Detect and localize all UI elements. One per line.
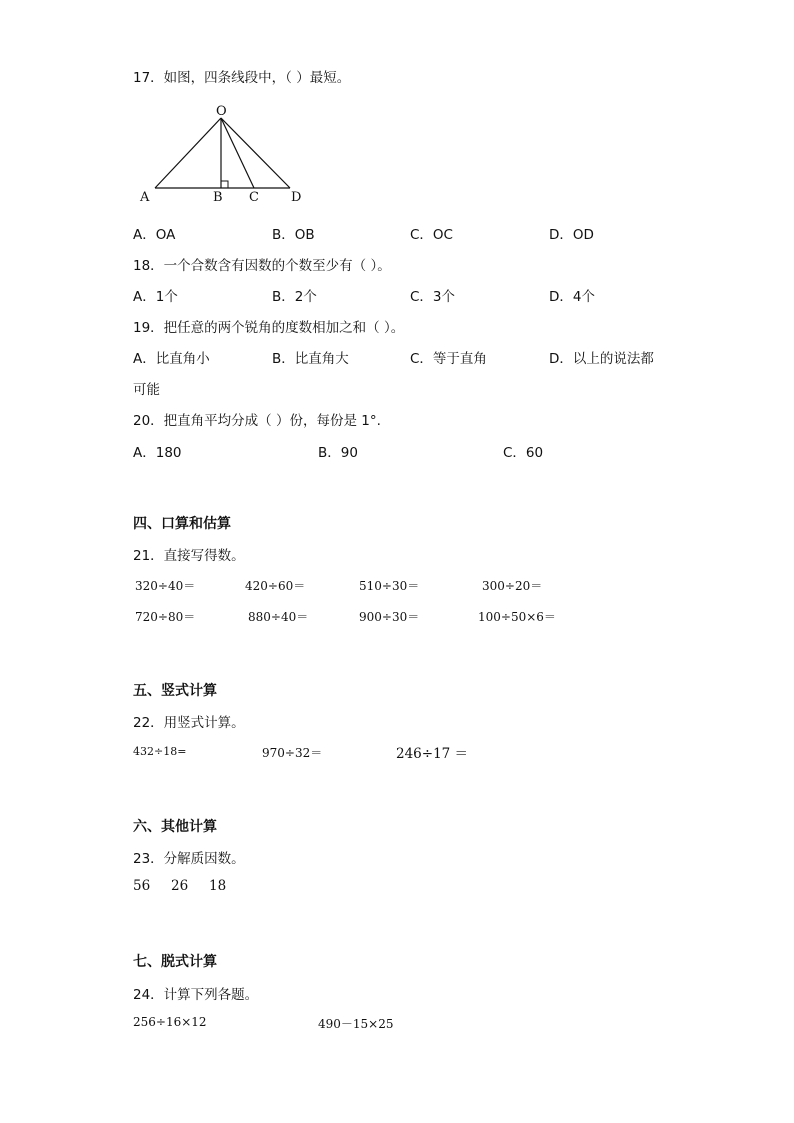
q22-item: 246÷17 ＝: [396, 746, 469, 762]
q21-item: 880÷40＝: [248, 610, 309, 624]
section7-heading: 七、脱式计算: [133, 954, 217, 970]
q18-option-b[interactable]: B．2个: [272, 289, 317, 305]
q20-option-c[interactable]: C．60: [503, 445, 544, 461]
q19-option-c[interactable]: C．等于直角: [410, 351, 487, 367]
q19-option-a[interactable]: A．比直角小: [133, 351, 210, 367]
triangle-figure: [130, 100, 320, 210]
q20-option-b[interactable]: B．90: [318, 445, 358, 461]
q21-item: 420÷60＝: [245, 579, 306, 593]
segment-OC: [221, 118, 254, 188]
label-B: B: [213, 190, 223, 205]
q23-stem: 23．分解质因数。: [133, 851, 245, 867]
q23-item: 18: [209, 878, 227, 894]
q19-option-d[interactable]: D．以上的说法都: [549, 351, 654, 367]
q21-item: 320÷40＝: [135, 579, 196, 593]
q23-item: 26: [171, 878, 189, 894]
q22-item: 970÷32＝: [262, 746, 323, 760]
q20-stem: 20．把直角平均分成（ ）份，每份是 1°.: [133, 413, 381, 429]
q22-item: 432÷18=: [133, 745, 187, 758]
section6-heading: 六、其他计算: [133, 819, 217, 835]
section4-heading: 四、口算和估算: [133, 516, 231, 532]
q19-option-d-continuation: 可能: [133, 382, 160, 398]
q24-stem: 24．计算下列各题。: [133, 987, 259, 1003]
q21-stem: 21．直接写得数。: [133, 548, 245, 564]
q17-option-b[interactable]: B．OB: [272, 227, 315, 243]
label-A: A: [140, 190, 150, 205]
label-C: C: [249, 190, 259, 205]
label-O: O: [216, 104, 227, 119]
q19-stem: 19．把任意的两个锐角的度数相加之和（ ）。: [133, 320, 405, 336]
label-D: D: [291, 190, 302, 205]
q24-item: 490－15×25: [318, 1017, 394, 1031]
q18-option-d[interactable]: D．4个: [549, 289, 595, 305]
q21-item: 300÷20＝: [482, 579, 543, 593]
q22-stem: 22．用竖式计算。: [133, 715, 245, 731]
q17-option-c[interactable]: C．OC: [410, 227, 453, 243]
q21-item: 720÷80＝: [135, 610, 196, 624]
q18-stem: 18．一个合数含有因数的个数至少有（ ）。: [133, 258, 391, 274]
section5-heading: 五、竖式计算: [133, 683, 217, 699]
q18-option-c[interactable]: C．3个: [410, 289, 456, 305]
q21-item: 100÷50×6＝: [478, 610, 556, 624]
segment-OA: [155, 118, 221, 188]
q17-stem: 17．如图，四条线段中，（ ）最短。: [133, 70, 351, 86]
q17-option-a[interactable]: A．OA: [133, 227, 176, 243]
q17-option-d[interactable]: D．OD: [549, 227, 594, 243]
segment-OD: [221, 118, 290, 188]
right-angle-mark: [221, 181, 228, 188]
q18-option-a[interactable]: A．1个: [133, 289, 178, 305]
q21-item: 900÷30＝: [359, 610, 420, 624]
q24-item: 256÷16×12: [133, 1015, 207, 1029]
q19-option-b[interactable]: B．比直角大: [272, 351, 349, 367]
q23-item: 56: [133, 878, 151, 894]
q20-option-a[interactable]: A．180: [133, 445, 182, 461]
q21-item: 510÷30＝: [359, 579, 420, 593]
